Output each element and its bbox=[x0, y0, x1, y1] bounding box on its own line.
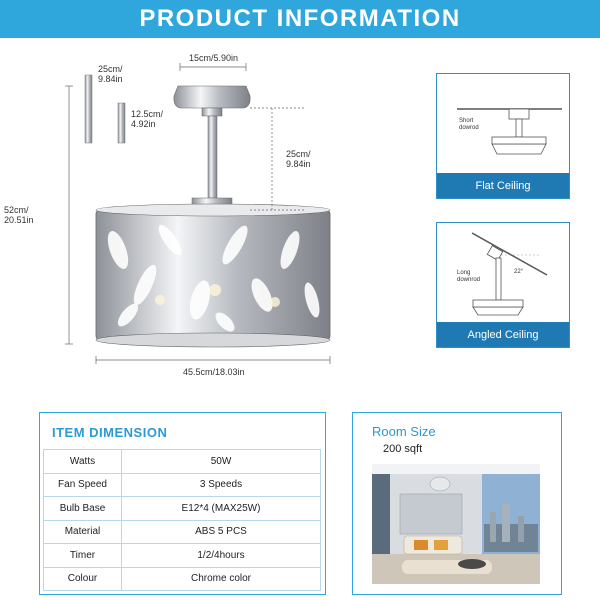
long-downrod-part bbox=[85, 75, 92, 143]
spec-row bbox=[44, 450, 321, 474]
canopy bbox=[174, 86, 250, 108]
spec-value: 3 Speeds bbox=[122, 473, 321, 497]
spec-key: Timer bbox=[44, 544, 122, 568]
cage-diameter-label: 45.5cm/18.03in bbox=[183, 367, 245, 377]
spec-key: Fan Speed bbox=[44, 473, 122, 497]
header-banner bbox=[0, 0, 600, 38]
spec-row bbox=[44, 567, 321, 591]
short-downrod-part bbox=[118, 103, 125, 143]
spec-key: Bulb Base bbox=[44, 497, 122, 521]
spec-table bbox=[43, 449, 321, 591]
downrod bbox=[208, 116, 217, 198]
item-dimension-title: ITEM DIMENSION bbox=[52, 425, 168, 440]
flat-ceiling-diagram bbox=[437, 74, 569, 172]
angle-label: 22° bbox=[514, 269, 524, 275]
angled-ceiling-label: Angled Ceiling bbox=[437, 322, 569, 347]
spec-row bbox=[44, 473, 321, 497]
spec-value: ABS 5 PCS bbox=[122, 520, 321, 544]
downrod-length-label: 25cm/ 9.84in bbox=[286, 149, 311, 169]
flat-ceiling-label: Flat Ceiling bbox=[437, 173, 569, 198]
page-title: PRODUCT INFORMATION bbox=[139, 5, 461, 32]
spec-key: Material bbox=[44, 520, 122, 544]
spec-row bbox=[44, 544, 321, 568]
canopy-width-label: 15cm/5.90in bbox=[189, 53, 239, 63]
room-photo bbox=[372, 464, 540, 584]
angled-ceiling-card bbox=[436, 222, 570, 348]
room-size-value: 200 sqft bbox=[383, 443, 423, 455]
flat-ceiling-card bbox=[436, 73, 570, 199]
spec-value: E12*4 (MAX25W) bbox=[122, 497, 321, 521]
long-downrod-note: Long downrod bbox=[457, 270, 481, 283]
spec-value: 50W bbox=[122, 450, 321, 474]
spec-value: 1/2/4hours bbox=[122, 544, 321, 568]
total-height-label: 52cm/ 20.51in bbox=[4, 205, 34, 225]
rod-long-label: 25cm/ 9.84in bbox=[98, 64, 123, 84]
short-downrod-note: Short dowrod bbox=[459, 118, 479, 131]
spec-row bbox=[44, 497, 321, 521]
rod-short-label: 12.5cm/ 4.92in bbox=[131, 109, 164, 129]
spec-value: Chrome color bbox=[122, 567, 321, 591]
spec-key: Colour bbox=[44, 567, 122, 591]
room-size-title: Room Size bbox=[372, 424, 436, 439]
spec-row bbox=[44, 520, 321, 544]
spec-key: Watts bbox=[44, 450, 122, 474]
